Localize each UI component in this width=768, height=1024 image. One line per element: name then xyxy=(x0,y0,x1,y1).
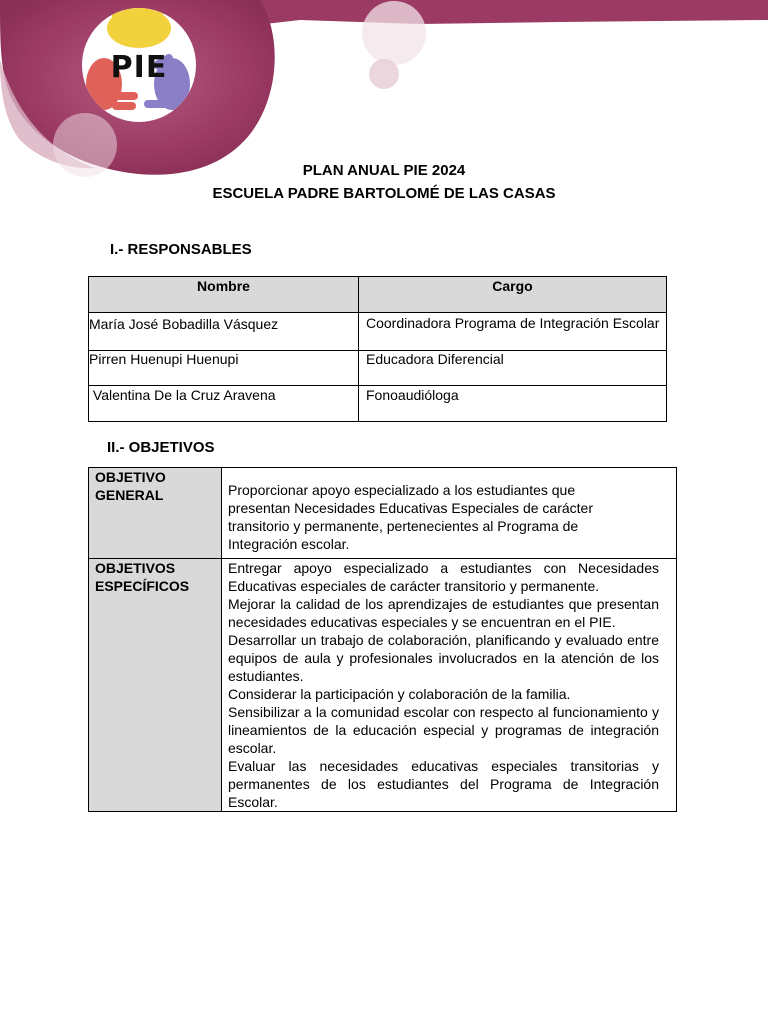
column-header-cargo: Cargo xyxy=(359,277,667,313)
table-row xyxy=(89,351,667,386)
list-item: Entregar apoyo especializado a estudiantes con Necesidades Educativas especiales de carácter transitorio y permanente. xyxy=(228,560,659,594)
cargo-cell: Fonoaudióloga xyxy=(359,386,667,422)
objetivos-especificos-list xyxy=(222,559,677,812)
objetivos-table xyxy=(88,467,677,812)
table-header-row xyxy=(89,277,667,313)
logo-text: PIE xyxy=(110,50,168,85)
nombre-cell: Pirren Huenupi Huenupi xyxy=(89,351,359,386)
objetivos-especificos-row xyxy=(89,559,677,812)
column-header-nombre: Nombre xyxy=(89,277,359,313)
nombre-cell: María José Bobadilla Vásquez xyxy=(89,313,359,351)
objetivo-general-text: Proporcionar apoyo especializado a los estudiantes que presentan Necesidades Educativas Especiales de carácter transitorio y permanente, pertenecientes al Programa de Integración escolar. xyxy=(222,468,677,559)
list-item: Sensibilizar a la comunidad escolar con respecto al funcionamiento y lineamientos de la educación especial y programas de integración escolar. xyxy=(228,704,659,756)
list-item: Desarrollar un trabajo de colaboración, planificando y evaluado entre equipos de aula y profesionales involucrados en la atención de los estudiantes. xyxy=(228,632,659,684)
school-name: ESCUELA PADRE BARTOLOMÉ DE LAS CASAS xyxy=(212,185,556,202)
objetivos-especificos-label xyxy=(89,559,222,812)
list-item: Considerar la participación y colaboración de la familia. xyxy=(228,686,571,702)
table-row xyxy=(89,313,667,351)
responsables-heading: I.- RESPONSABLES xyxy=(110,241,252,258)
objetivos-especificos-label-line1: OBJETIVOS xyxy=(95,560,176,576)
objetivos-especificos-label-line2: ESPECÍFICOS xyxy=(95,578,190,594)
objetivo-general-label xyxy=(89,468,222,559)
cargo-cell: Educadora Diferencial xyxy=(359,351,667,386)
list-item: Evaluar las necesidades educativas especiales transitorias y permanentes de los estudiantes del Programa de Integración Escolar. xyxy=(228,758,659,810)
list-item: Mejorar la calidad de los aprendizajes de estudiantes que presentan necesidades educativas especiales y se encuentran en el PIE. xyxy=(228,596,659,630)
objetivos-heading: II.- OBJETIVOS xyxy=(107,439,215,456)
pie-logo xyxy=(82,8,196,122)
nombre-cell: Valentina De la Cruz Aravena xyxy=(89,386,359,422)
objetivo-general-label-line2: GENERAL xyxy=(95,487,164,503)
responsables-table xyxy=(88,276,667,422)
objetivo-general-label-line1: OBJETIVO xyxy=(95,469,166,485)
cargo-cell: Coordinadora Programa de Integración Escolar xyxy=(359,313,667,351)
objetivo-general-row xyxy=(89,468,677,559)
document-title: PLAN ANUAL PIE 2024 xyxy=(302,162,466,179)
table-row xyxy=(89,386,667,422)
